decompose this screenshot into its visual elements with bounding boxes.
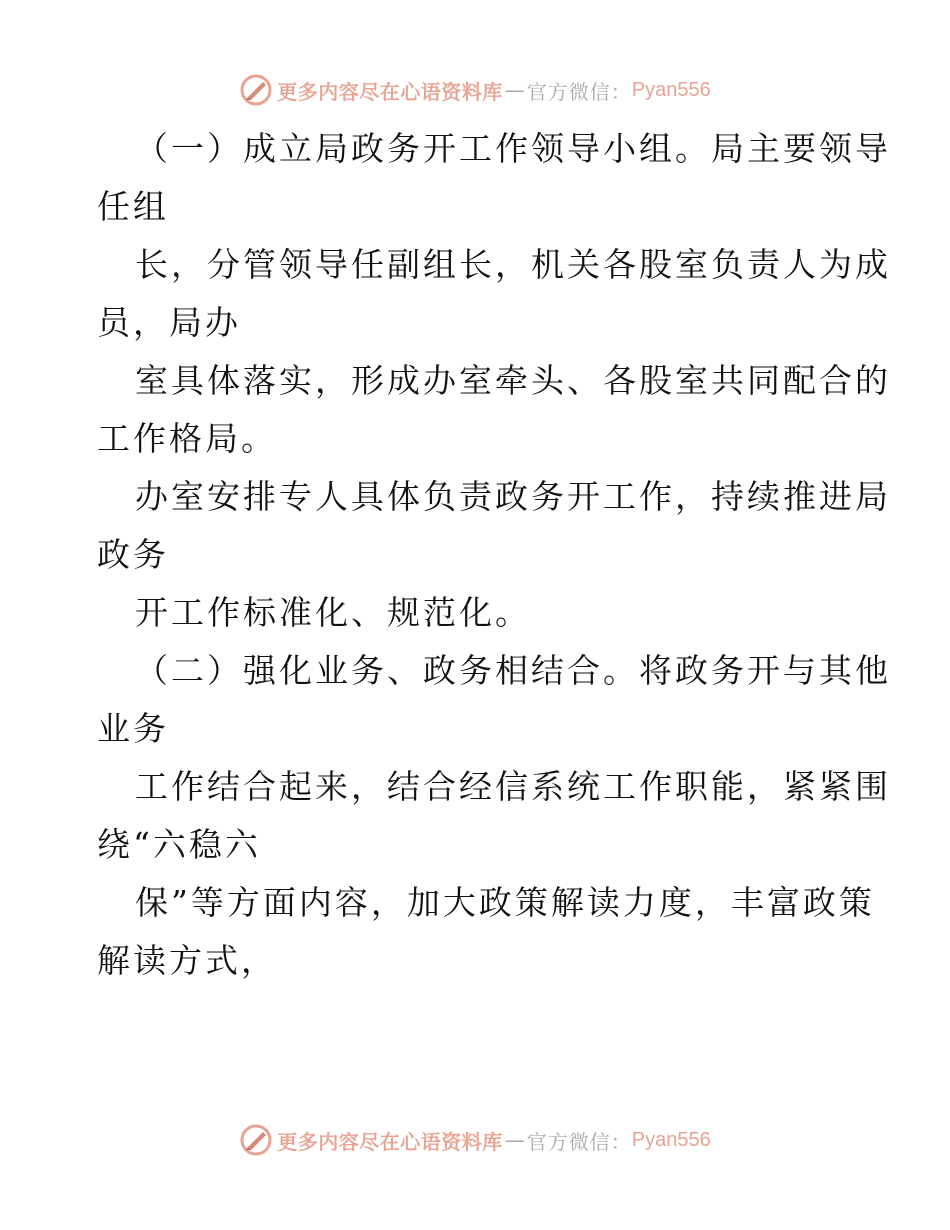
header-watermark [0,70,950,110]
watermark-separator: — [504,78,525,102]
book-pen-logo-icon [239,73,273,107]
text-line: （一）成立局政务开工作领导小组。局主要领导 [135,129,891,168]
text-line: 办室安排专人具体负责政务开工作，持续推进局 [135,477,891,516]
text-line: （二）强化业务、政务相结合。将政务开与其他 [135,651,891,690]
footer-watermark [0,1120,950,1160]
watermark-text: 更多内容尽在心语资料库 [277,1129,503,1154]
text-line: 长，分管领导任副组长，机关各股室负责人为成 [135,245,891,284]
text-line: 保”等方面内容，加大政策解读力度，丰富政策 [135,883,875,922]
text-line: 工作格局。 [97,419,277,458]
text-line: 解读方式， [97,941,277,980]
text-line: 开工作标准化、规范化。 [135,593,531,632]
text-line: 室具体落实，形成办室牵头、各股室共同配合的 [135,361,891,400]
text-line: 工作结合起来，结合经信系统工作职能，紧紧围 [135,767,891,806]
text-line: 绕“六稳六 [97,825,261,864]
book-pen-logo-icon [239,1123,273,1157]
watermark-separator: — [504,1128,525,1152]
watermark-wechat-label: 官方微信： [526,79,632,104]
watermark-text: 更多内容尽在心语资料库 [277,79,503,104]
text-line: 员，局办 [97,303,241,342]
watermark-wechat-id: Pyan556 [631,1128,711,1151]
watermark-wechat-label: 官方微信： [526,1129,632,1154]
text-line: 任组 [97,187,169,226]
watermark-wechat-id: Pyan556 [631,78,711,101]
document-body [97,120,891,990]
text-line: 业务 [97,709,169,748]
text-line: 政务 [97,535,169,574]
